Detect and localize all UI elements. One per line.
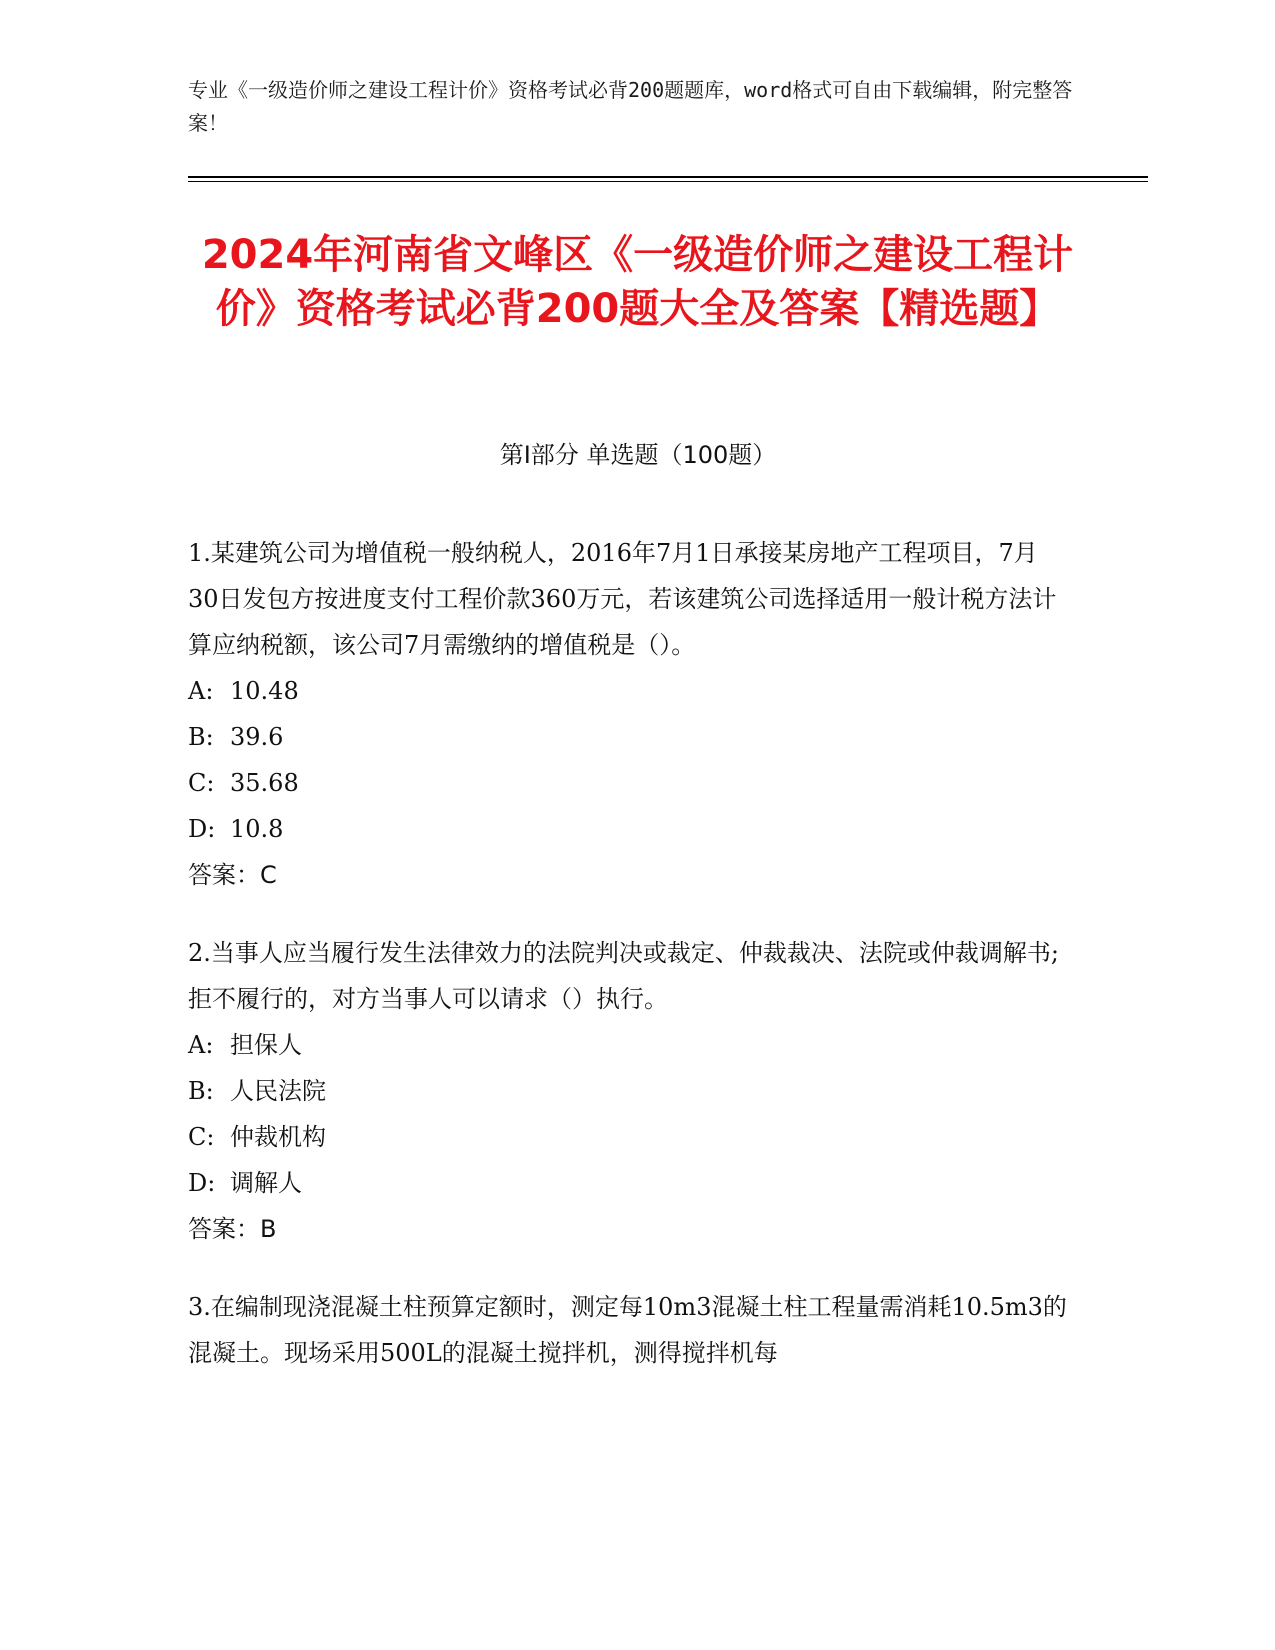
- option-letter: B:: [188, 1077, 214, 1105]
- answer-line: 答案：B: [188, 1215, 277, 1243]
- header-rule-thin: [188, 181, 1148, 182]
- option-text: 担保人: [230, 1031, 302, 1059]
- option-letter: B:: [188, 723, 214, 751]
- question-stem: 2.当事人应当履行发生法律效力的法院判决或裁定、仲裁裁决、法院或仲裁调解书;拒不履行的，对方当事人可以请求（）执行。: [188, 939, 1059, 1013]
- option-a: [188, 1022, 1068, 1068]
- section-heading: 第I部分 单选题（100题）: [499, 441, 777, 469]
- option-c: [188, 760, 1068, 806]
- question-2: [188, 930, 1068, 1252]
- question-1: [188, 530, 1068, 898]
- option-text: 人民法院: [230, 1077, 326, 1105]
- option-letter: D:: [188, 1169, 216, 1197]
- option-a: [188, 668, 1068, 714]
- option-d: [188, 1160, 1068, 1206]
- option-letter: C:: [188, 769, 215, 797]
- question-3: [188, 1284, 1068, 1376]
- option-b: [188, 714, 1068, 760]
- option-text: 10.48: [230, 677, 299, 705]
- option-d: [188, 806, 1068, 852]
- question-stem: 1.某建筑公司为增值税一般纳税人，2016年7月1日承接某房地产工程项目，7月30日发包方按进度支付工程价款360万元，若该建筑公司选择适用一般计税方法计算应纳税额，该公司7月需缴纳的增值税是（）。: [188, 539, 1057, 659]
- option-letter: A:: [188, 677, 214, 705]
- document-title: 2024年河南省文峰区《一级造价师之建设工程计价》资格考试必背200题大全及答案【精选题】: [201, 232, 1074, 332]
- header-note: 专业《一级造价师之建设工程计价》资格考试必背200题题库，word格式可自由下载编辑，附完整答案！: [188, 78, 1073, 135]
- header-rule-thick: [188, 176, 1148, 178]
- answer-line: 答案：C: [188, 861, 277, 889]
- option-text: 39.6: [230, 723, 284, 751]
- option-text: 调解人: [230, 1169, 302, 1197]
- option-text: 仲裁机构: [230, 1123, 326, 1151]
- question-list: [188, 530, 1068, 1408]
- option-letter: C:: [188, 1123, 215, 1151]
- option-letter: A:: [188, 1031, 214, 1059]
- option-c: [188, 1114, 1068, 1160]
- option-text: 35.68: [230, 769, 299, 797]
- option-text: 10.8: [230, 815, 284, 843]
- question-stem: 3.在编制现浇混凝土柱预算定额时，测定每10m3混凝土柱工程量需消耗10.5m3的混凝土。现场采用500L的混凝土搅拌机，测得搅拌机每: [188, 1293, 1067, 1367]
- option-letter: D:: [188, 815, 216, 843]
- option-b: [188, 1068, 1068, 1114]
